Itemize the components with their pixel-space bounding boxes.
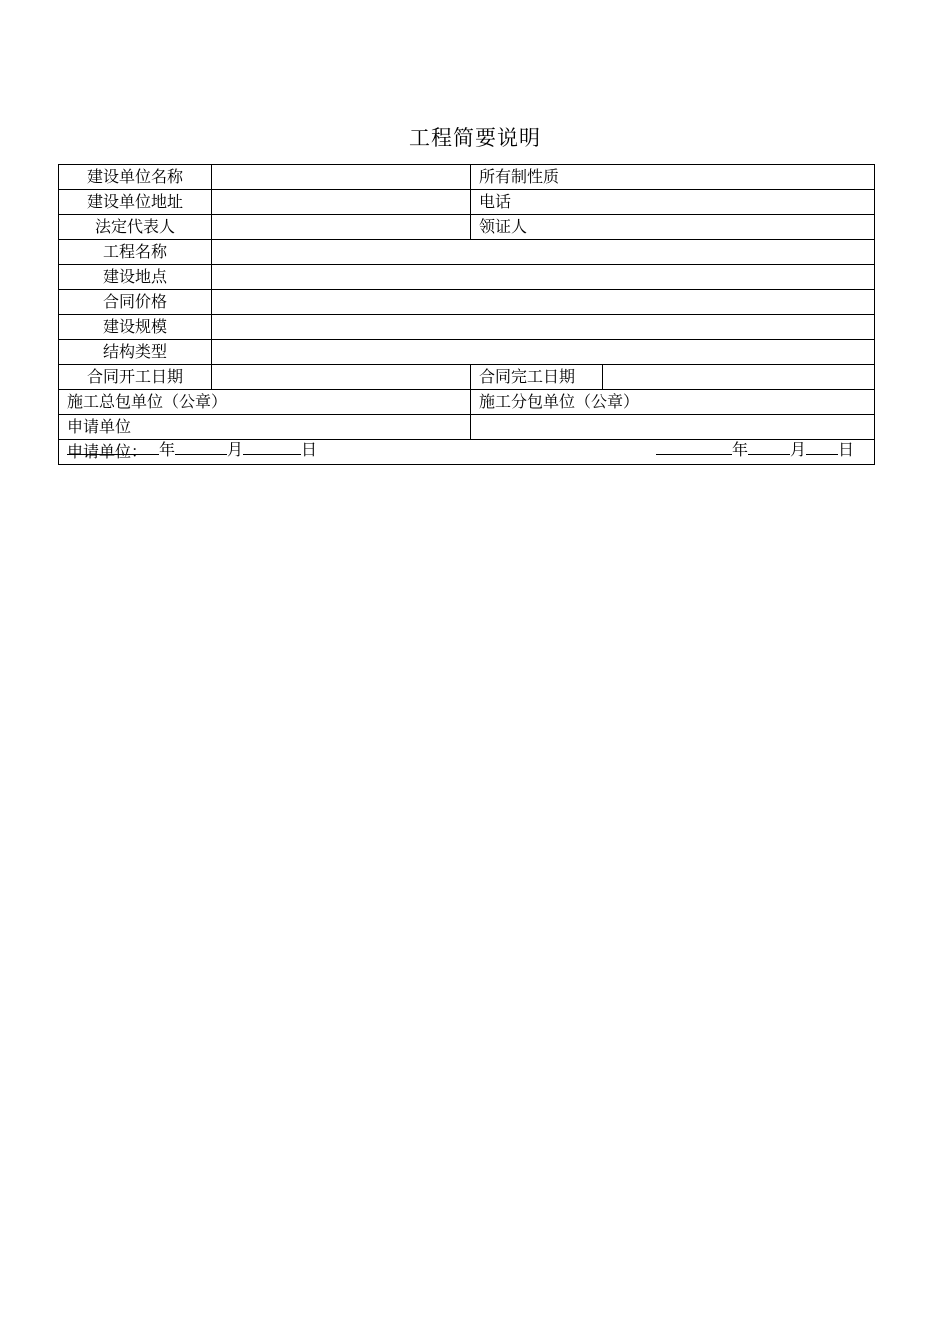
label-scale: 建设规模 (59, 315, 212, 340)
month-line[interactable] (748, 440, 790, 456)
label-applicant: 申请单位 (59, 415, 471, 440)
label-project-name: 工程名称 (59, 240, 212, 265)
field-end-date[interactable] (603, 365, 875, 390)
label-end-date: 合同完工日期 (471, 365, 603, 390)
table-row (59, 190, 875, 215)
table-row (59, 265, 875, 290)
field-applicant[interactable] (471, 415, 875, 440)
table-row (59, 440, 875, 465)
applicant-section-label: 申请单位： (67, 442, 148, 461)
day-label: 日 (838, 440, 855, 459)
field-scale[interactable] (212, 315, 875, 340)
subcontractor-seal-box[interactable]: 施工分包单位（公章） (471, 390, 875, 415)
field-builder-address[interactable] (212, 190, 471, 215)
field-structure[interactable] (212, 340, 875, 365)
table-row (59, 415, 875, 440)
field-project-name[interactable] (212, 240, 875, 265)
day-line[interactable] (243, 440, 301, 456)
label-ownership[interactable]: 所有制性质 (471, 165, 875, 190)
label-license-receiver[interactable]: 领证人 (471, 215, 875, 240)
field-legal-rep[interactable] (212, 215, 471, 240)
legal-rep-date (67, 440, 317, 463)
month-label: 月 (227, 440, 244, 459)
field-location[interactable] (212, 265, 875, 290)
month-line[interactable] (175, 440, 227, 456)
label-phone[interactable]: 电话 (471, 190, 875, 215)
page-title: 工程简要说明 (409, 126, 541, 150)
table-row (59, 315, 875, 340)
month-label: 月 (789, 440, 806, 459)
project-summary-form (58, 164, 875, 465)
table-row (59, 365, 875, 390)
year-line[interactable] (67, 440, 159, 456)
table-row (59, 290, 875, 315)
unit-date (656, 440, 866, 463)
field-contract-price[interactable] (212, 290, 875, 315)
signature-block (67, 440, 866, 463)
label-contract-price: 合同价格 (59, 290, 212, 315)
year-label: 年 (159, 440, 176, 459)
label-structure: 结构类型 (59, 340, 212, 365)
label-legal-rep: 法定代表人 (59, 215, 212, 240)
label-location: 建设地点 (59, 265, 212, 290)
table-row (59, 215, 875, 240)
year-label: 年 (731, 440, 748, 459)
year-line[interactable] (656, 440, 732, 456)
field-start-date[interactable] (212, 365, 471, 390)
table-row (59, 165, 875, 190)
day-label: 日 (301, 440, 318, 459)
label-start-date: 合同开工日期 (59, 365, 212, 390)
table-row (59, 340, 875, 365)
table-row (59, 240, 875, 265)
label-builder-name: 建设单位名称 (59, 165, 212, 190)
label-builder-address: 建设单位地址 (59, 190, 212, 215)
general-contractor-seal-box[interactable]: 施工总包单位（公章） (59, 390, 471, 415)
day-line[interactable] (806, 440, 838, 456)
applicant-section[interactable] (59, 440, 875, 465)
table-row (59, 390, 875, 415)
field-builder-name[interactable] (212, 165, 471, 190)
date-row (67, 440, 866, 463)
